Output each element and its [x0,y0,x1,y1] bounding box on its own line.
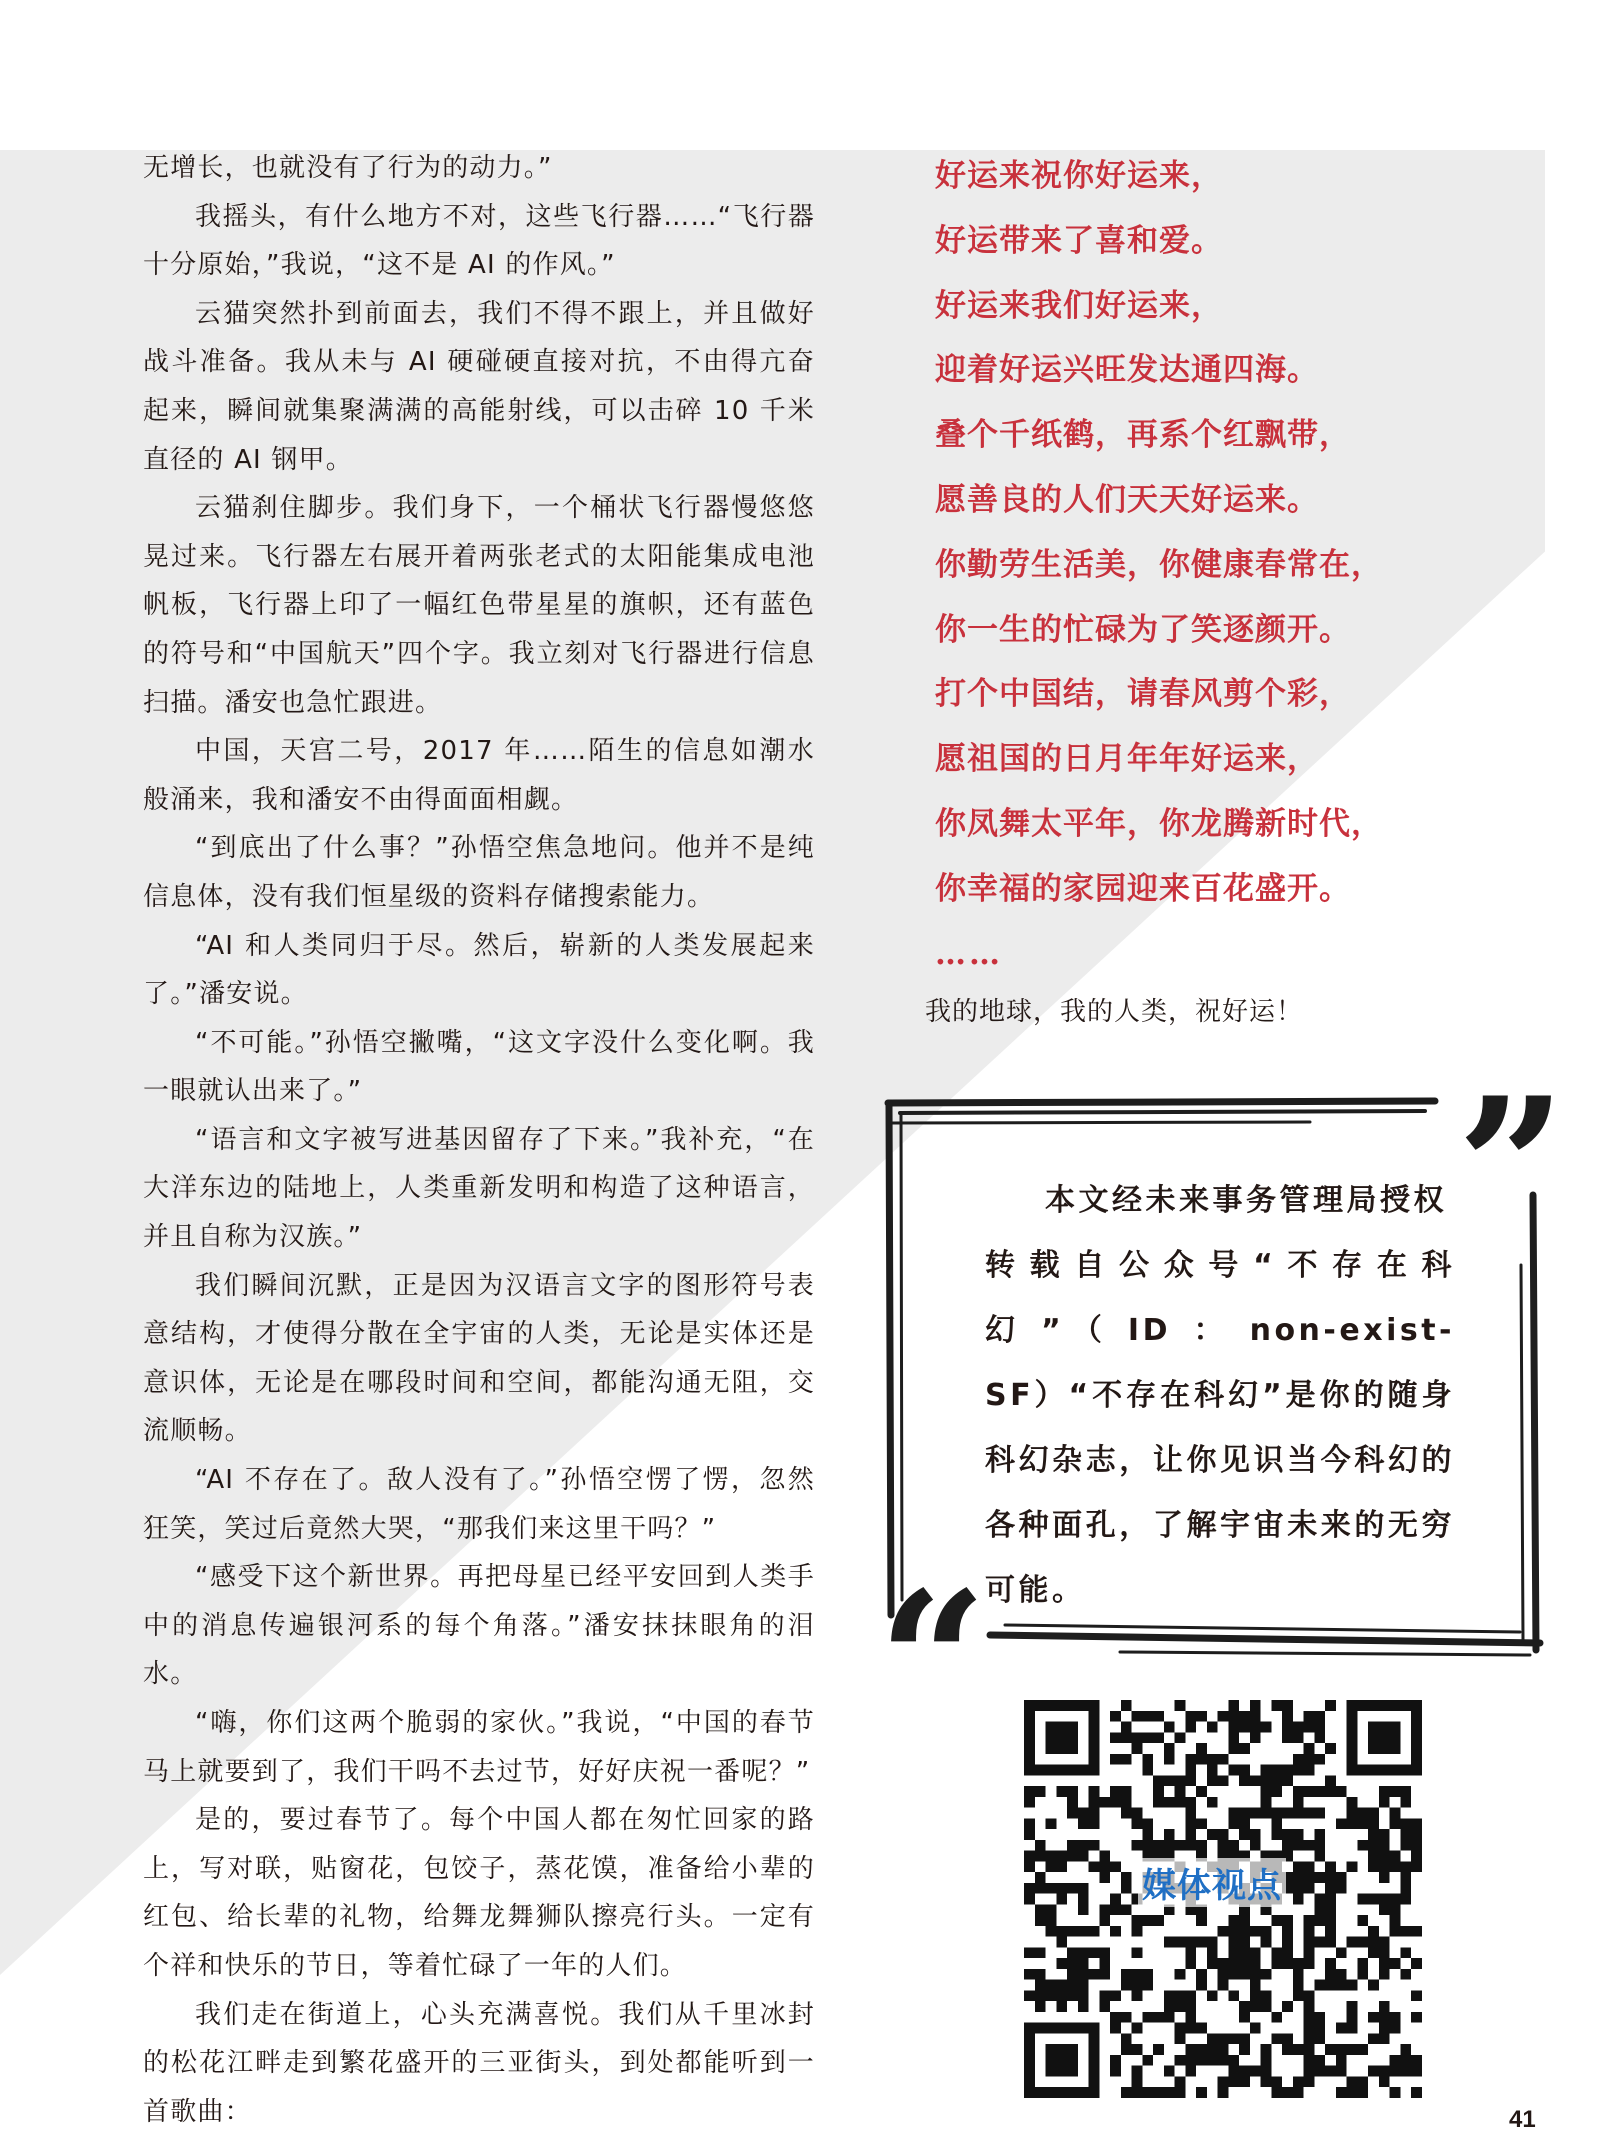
article-paragraph: 无增长，也就没有了行为的动力。” [143,153,553,183]
song-line: 叠个千纸鹤，再系个红飘带， [935,417,1351,454]
song-line: 打个中国结，请春风剪个彩， [935,676,1351,713]
article-body [143,144,815,2136]
quote-box [878,1056,1570,1773]
closing-line: 我的地球，我的人类，祝好运！ [925,997,1304,1027]
song-line: 好运带来了喜和爱。 [935,222,1223,259]
open-quote-icon: “ [878,1550,988,1773]
article-paragraph: “不可能。”孙悟空撇嘴，“这文字没什么变化啊。我一眼就认出来了。” [143,1027,815,1107]
article-paragraph: 是的，要过春节了。每个中国人都在匆忙回家的路上，写对联，贴窗花，包饺子，蒸花馍，准备给小辈的红包、给长辈的礼物，给舞龙舞狮队擦亮行头。一定有个祥和快乐的节日，等着忙碌了一年的人们。 [143,1805,815,1981]
song-ellipsis: …… [935,935,1003,972]
article-paragraph: “AI 不存在了。敌人没有了。”孙悟空愣了愣，忽然狂笑，笑过后竟然大哭，“那我们来这里干吗？” [143,1465,815,1544]
quote-text [985,1168,1455,1623]
article-paragraph: “嗨，你们这两个脆弱的家伙。”我说，“中国的春节马上就要到了，我们干吗不去过节，好好庆祝一番呢？” [143,1708,815,1787]
quote-body: 转载自公众号“不存在科幻”（ID：non-exist-SF）“不存在科幻”是你的随身科幻杂志，让你见识当今科幻的各种面孔，了解宇宙未来的无穷可能。 [985,1248,1455,1608]
song-lyrics [935,144,1495,986]
song-line: 你勤劳生活美，你健康春常在， [935,546,1383,583]
quote-line-1: 本文经未来事务管理局授权 [1045,1183,1447,1218]
song-line: 你凤舞太平年，你龙腾新时代， [935,805,1383,842]
qr-finder-pattern [1024,1700,1099,1775]
qr-label: 媒体视点 [1138,1858,1286,1907]
article-paragraph: 我们走在街道上，心头充满喜悦。我们从千里冰封的松花江畔走到繁花盛开的三亚街头，到处都能听到一首歌曲： [143,1999,815,2127]
close-quote-icon: ” [1456,1056,1566,1279]
song-line: 好运来祝你好运来， [935,158,1223,194]
song-line: 好运来我们好运来， [935,287,1223,324]
song-line: 迎着好运兴旺发达通四海。 [935,352,1319,389]
song-line: 你一生的忙碌为了笑逐颜开。 [935,611,1351,648]
qr-finder-pattern [1347,1700,1422,1775]
article-paragraph: 中国，天宫二号，2017 年……陌生的信息如潮水般涌来，我和潘安不由得面面相觑。 [143,736,815,815]
article-paragraph: “到底出了什么事？”孙悟空焦急地问。他并不是纯信息体，没有我们恒星级的资料存储搜索能力。 [143,833,815,912]
article-paragraph: “语言和文字被写进基因留存了下来。”我补充，“在大洋东边的陆地上，人类重新发明和构造了这种语言，并且自称为汉族。” [143,1124,815,1253]
article-paragraph: 云猫突然扑到前面去，我们不得不跟上，并且做好战斗准备。我从未与 AI 硬碰硬直接对抗，不由得亢奋起来，瞬间就集聚满满的高能射线，可以击碎 10 千米直径的 AI 钢甲。 [143,298,815,475]
article-paragraph: “感受下这个新世界。再把母星已经平安回到人类手中的消息传遍银河系的每个角落。”潘安抹抹眼角的泪水。 [143,1562,815,1690]
song-line: 愿善良的人们天天好运来。 [935,481,1319,518]
article-paragraph: 我摇头，有什么地方不对，这些飞行器……“飞行器十分原始，”我说，“这不是 AI 的作风。” [143,201,815,281]
page-number: 41 [1509,2106,1536,2133]
song-line: 你幸福的家园迎来百花盛开。 [935,870,1351,907]
qr-finder-pattern [1024,2023,1099,2098]
article-paragraph: 我们瞬间沉默，正是因为汉语言文字的图形符号表意结构，才使得分散在全宇宙的人类，无论是实体还是意识体，无论是在哪段时间和空间，都能沟通无阻，交流顺畅。 [143,1270,815,1447]
song-line: 愿祖国的日月年年好运来， [935,741,1319,778]
article-paragraph: “AI 和人类同归于尽。然后，崭新的人类发展起来了。”潘安说。 [143,930,815,1010]
article-paragraph: 云猫刹住脚步。我们身下，一个桶状飞行器慢悠悠晃过来。飞行器左右展开着两张老式的太阳能集成电池帆板，飞行器上印了一幅红色带星星的旗帜，还有蓝色的符号和“中国航天”四个字。我立刻对飞行器进行信息扫描。潘安也急忙跟进。 [143,493,815,718]
